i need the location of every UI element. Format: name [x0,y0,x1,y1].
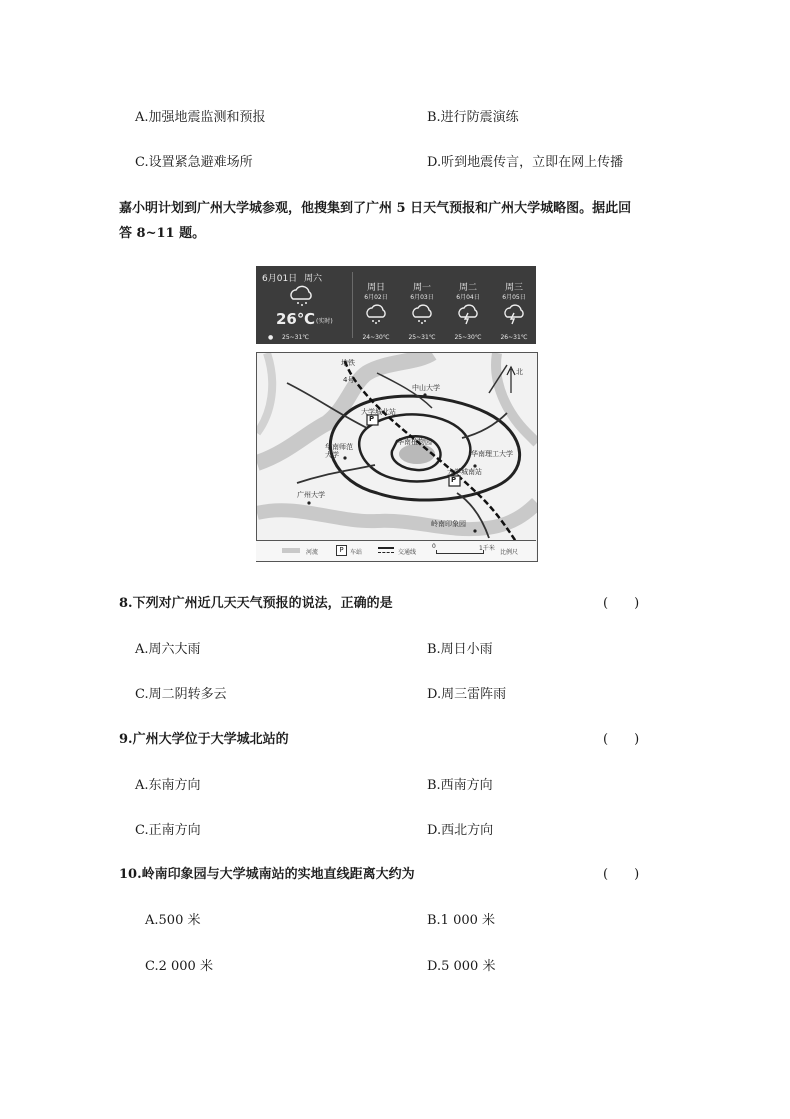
q10-option-c: C.2 000 米 [145,959,213,974]
legend-station: 车站 [350,549,363,556]
q7-option-a: A.加强地震监测和预报 [135,110,266,125]
river-swatch-icon [282,548,300,553]
legend-scale-end: 1千米 [479,545,495,552]
day-temp: 24~30℃ [362,334,390,341]
q9-option-c: C.正南方向 [135,823,201,838]
legend-road: 交通线 [398,549,417,556]
map-legend [256,540,536,561]
map-label-gzhu: 广州大学 [297,491,325,499]
question-8-stem: 8.下列对广州近几天天气预报的说法，正确的是 [119,596,393,611]
day-date: 6月04日 [456,294,480,301]
weather-today [256,266,351,344]
thunder-icon [455,304,481,326]
question-9-answer-blank: ( ) [603,732,640,747]
map-label-metro: 地铁 [341,359,355,367]
weather-day-tuesday [445,266,491,344]
day-temp: 26~31℃ [500,334,528,341]
legend-river: 河流 [306,549,319,556]
q7-option-d: D.听到地震传言，立即在网上传播 [427,155,624,170]
question-9-stem: 9.广州大学位于大学城北站的 [119,732,289,747]
q7-option-b: B.进行防震演练 [427,110,519,125]
map-label-scut: 华南理工大学 [471,450,513,458]
question-10-stem: 10.岭南印象园与大学城南站的实地直线距离大约为 [119,867,415,882]
map-label-south-station: 大学城南站 [447,468,482,476]
day-name: 周一 [412,283,431,293]
day-temp: 25~31℃ [408,334,436,341]
thunder-icon [501,304,527,326]
road-swatch-icon [378,547,394,553]
day-name: 周二 [458,283,477,293]
q8-option-b: B.周日小雨 [427,642,493,657]
day-temp: 25~30℃ [454,334,482,341]
weather-day-sunday [353,266,399,344]
day-name: 周日 [366,283,385,293]
q8-option-c: C.周二阴转多云 [135,687,227,702]
map-label-center: 华南植物园 [397,438,432,446]
station-icon: P [369,415,375,423]
question-8-answer-blank: ( ) [603,596,640,611]
today-weekday: 周六 [304,274,323,284]
q7-option-c: C.设置紧急避难场所 [135,155,253,170]
q10-option-a: A.500 米 [145,913,201,928]
rain-icon [363,304,389,326]
university-town-map [256,352,538,562]
legend-scale: 比例尺 [500,549,519,556]
map-label-lingnan: 岭南印象园 [431,520,466,528]
rain-icon [409,304,435,326]
question-10-answer-blank: ( ) [603,867,640,882]
day-date: 6月05日 [502,294,526,301]
q8-option-d: D.周三雷阵雨 [427,687,507,702]
q10-option-b: B.1 000 米 [427,913,496,928]
weather-day-monday [399,266,445,344]
weather-day-wednesday [491,266,537,344]
north-arrow-label: 北 [516,368,523,376]
day-date: 6月03日 [410,294,434,301]
today-range: 25~31℃ [282,334,310,341]
day-date: 6月02日 [364,294,388,301]
q9-option-b: B.西南方向 [427,778,493,793]
station-icon: P [336,545,347,556]
today-tag: (实时) [316,318,333,325]
weather-forecast-panel [256,266,536,344]
intro-line-2: 答 8~11 题。 [119,226,206,241]
q9-option-d: D.西北方向 [427,823,494,838]
rain-icon [286,285,316,307]
intro-line-1: 嘉小明计划到广州大学城参观，他搜集到了广州 5 日天气预报和广州大学城略图。据此回 [119,201,632,216]
station-icon: P [451,476,457,484]
map-label-scnu: 华南师范大学 [325,443,353,459]
q8-option-a: A.周六大雨 [135,642,201,657]
map-label-sysu: 中山大学 [412,384,440,392]
q10-option-d: D.5 000 米 [427,959,496,974]
droplet-icon: ● [268,334,274,341]
today-temp: 26℃ [276,310,316,328]
scale-bar-icon [436,550,484,554]
legend-scale-start: 0 [432,543,436,550]
map-label-line4: 4号 [343,376,355,384]
q9-option-a: A.东南方向 [135,778,201,793]
today-date: 6月01日 [262,274,298,284]
map-label-north-station: 大学城北站 [361,408,396,416]
day-name: 周三 [504,283,523,293]
